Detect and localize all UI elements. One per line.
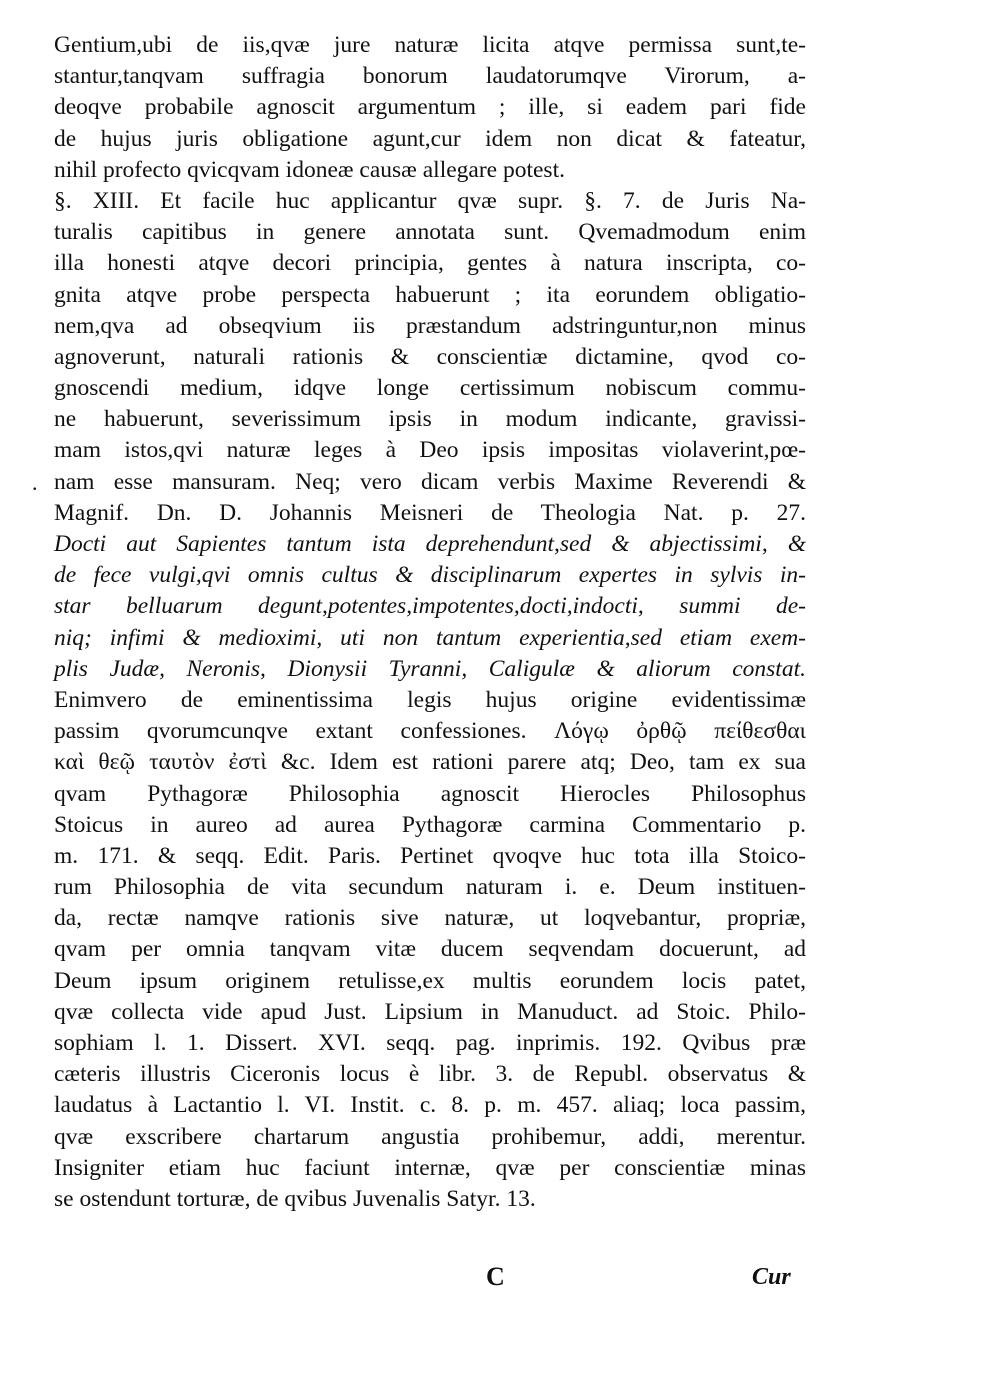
text-line: Docti aut Sapientes tantum ista deprehendunt,sed & abjectissimi, & <box>54 531 806 557</box>
text-line: Gentium,ubi de iis,qvæ jure naturæ licita atqve permissa sunt,te- <box>54 32 806 58</box>
text-line: sophiam l. 1. Dissert. XVI. seqq. pag. inprimis. 192. Qvibus præ <box>54 1030 806 1056</box>
text-line: Insigniter etiam huc faciunt internæ, qvæ per conscientiæ minas <box>54 1154 806 1181</box>
text-line: ne habuerunt, severissimum ipsis in modum indicante, gravissi- <box>54 406 806 433</box>
text-line: star belluarum degunt,potentes,impotentes,docti,indocti, summi de- <box>54 593 806 620</box>
text-line: gnita atqve probe perspecta habuerunt ; ita eorundem obligatio- <box>54 281 806 308</box>
text-line: agnoverunt, naturali rationis & conscientiæ dictamine, qvod co- <box>54 343 806 370</box>
text-line: qvæ collecta vide apud Just. Lipsium in Manuduct. ad Stoic. Philo- <box>54 998 806 1025</box>
text-line: de hujus juris obligatione agunt,cur idem non dicat & fateatur, <box>54 125 806 152</box>
text-line: Enimvero de eminentissima legis hujus origine evidentissimæ <box>54 686 806 713</box>
text-line: de fece vulgi,qvi omnis cultus & disciplinarum expertes in sylvis in- <box>54 562 806 589</box>
text-line: stantur,tanqvam suffragia bonorum laudatorumqve Virorum, a- <box>54 63 806 90</box>
text-line: καὶ θεῷ ταυτὸν ἐστὶ &c. Idem est rationi parere atq; Deo, tam ex sua <box>54 749 806 776</box>
text-line: da, rectæ namqve rationis sive naturæ, ut loqvebantur, propriæ, <box>54 905 806 932</box>
text-line: qvam per omnia tanqvam vitæ ducem seqvendam docuerunt, ad <box>54 936 806 963</box>
text-line: niq; infimi & medioximi, uti non tantum experientia,sed etiam exem- <box>54 624 806 651</box>
text-line: illa honesti atqve decori principia, gentes à natura inscripta, co- <box>54 250 806 277</box>
text-line: deoqve probabile agnoscit argumentum ; ille, si eadem pari fide <box>54 94 806 121</box>
text-line: m. 171. & seqq. Edit. Paris. Pertinet qvoqve huc tota illa Stoico- <box>54 842 806 869</box>
text-line: qvam Pythagoræ Philosophia agnoscit Hierocles Philosophus <box>54 780 806 807</box>
text-line: gnoscendi medium, idqve longe certissimum nobiscum commu- <box>54 375 806 402</box>
text-line: nihil profecto qvicqvam idoneæ causæ allegare potest. <box>54 156 565 183</box>
text-line: turalis capitibus in genere annotata sunt. Qvemadmodum enim <box>54 219 806 246</box>
text-line: mam istos,qvi naturæ leges à Deo ipsis impositas violaverint,pœ- <box>54 437 806 464</box>
text-line: Stoicus in aureo ad aurea Pythagoræ carmina Commentario p. <box>54 811 806 838</box>
text-line: nam esse mansuram. Neq; vero dicam verbis Maxime Reverendi & <box>54 468 806 495</box>
text-line: §. XIII. Et facile huc applicantur qvæ supr. §. 7. de Juris Na- <box>54 187 806 214</box>
catchword: Cur <box>752 1264 791 1290</box>
text-line: laudatus à Lactantio l. VI. Instit. c. 8. p. m. 457. aliaq; loca passim, <box>54 1092 806 1119</box>
text-line: passim qvorumcunqve extant confessiones. Λόγῳ ὀρθῷ πείθεσθαι <box>54 718 806 745</box>
text-line: Magnif. Dn. D. Johannis Meisneri de Theologia Nat. p. 27. <box>54 499 806 526</box>
text-line: se ostendunt torturæ, de qvibus Juvenalis Satyr. 13. <box>54 1185 536 1212</box>
text-line: cæteris illustris Ciceronis locus è libr. 3. de Republ. observatus & <box>54 1061 806 1088</box>
text-line: plis Judæ, Neronis, Dionysii Tyranni, Caligulæ & aliorum constat. <box>54 655 806 682</box>
text-line: rum Philosophia de vita secundum naturam i. e. Deum instituen- <box>54 874 806 901</box>
margin-mark: . <box>32 470 38 495</box>
text-line: qvæ exscribere chartarum angustia prohibemur, addi, merentur. <box>54 1123 806 1150</box>
signature-mark: C <box>486 1262 505 1291</box>
body-text <box>54 30 806 1215</box>
text-line: Deum ipsum originem retulisse,ex multis eorundem locis patet, <box>54 967 806 994</box>
text-line: nem,qva ad obseqvium iis præstandum adstringuntur,non minus <box>54 312 806 339</box>
